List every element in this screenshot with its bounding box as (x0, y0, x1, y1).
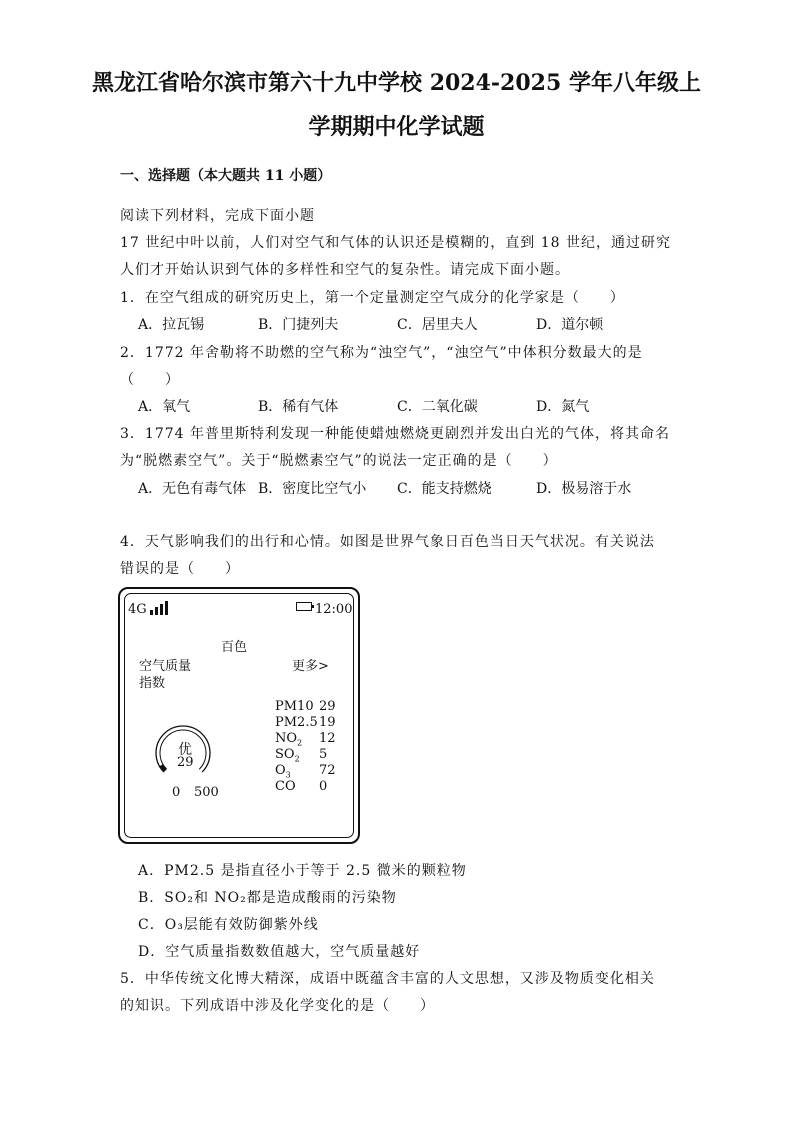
q2-option-a: A．氧气 (138, 399, 191, 415)
pollutant-value: 12 (319, 731, 336, 746)
q2-stem-line2: （ ） (120, 372, 180, 388)
q4-option-b: B．SO₂和 NO₂都是造成酸雨的污染物 (138, 890, 397, 906)
city-name: 百色 (221, 640, 248, 655)
battery-icon (296, 602, 312, 611)
intro-line1: 阅读下列材料，完成下面小题 (120, 208, 315, 224)
q5-stem-line1: 5．中华传统文化博大精深，成语中既蕴含丰富的人文思想，又涉及物质变化相关 (120, 971, 655, 987)
more-link[interactable]: 更多> (292, 659, 329, 674)
network-label: 4G (128, 602, 147, 617)
intro-line3: 人们才开始认识到气体的多样性和空气的复杂性。请完成下面小题。 (120, 262, 570, 278)
q5-stem-line2: 的知识。下列成语中涉及化学变化的是（ ） (120, 998, 435, 1014)
pollutant-value: 5 (319, 747, 328, 762)
q3-stem-line2: 为“脱燃素空气”。关于“脱燃素空气”的说法一定正确的是（ ） (120, 453, 558, 469)
aqi-label-line1: 空气质量 (139, 659, 192, 674)
status-time: 12:00 (315, 602, 353, 617)
q3-option-a: A．无色有毒气体 (138, 481, 247, 497)
q1-option-a: A．拉瓦锡 (138, 317, 205, 333)
q4-option-a: A．PM2.5 是指直径小于等于 2.5 微米的颗粒物 (138, 863, 467, 879)
section-heading: 一、选择题（本大题共 11 小题） (120, 168, 332, 184)
doc-title-line2: 学期期中化学试题 (308, 114, 485, 140)
q1-option-c: C．居里夫人 (397, 317, 478, 333)
q3-option-b: B．密度比空气小 (258, 481, 367, 497)
q2-stem-line1: 2．1772 年舍勒将不助燃的空气称为“浊空气”，“浊空气”中体积分数最大的是 (120, 345, 643, 361)
pollutant-value: 29 (319, 699, 336, 714)
q4-stem-line2: 错误的是（ ） (120, 561, 240, 577)
pollutant-value: 0 (319, 779, 328, 794)
q3-stem-line1: 3．1774 年普里斯特利发现一种能使蜡烛燃烧更剧烈并发出白光的气体，将其命名 (120, 426, 670, 442)
intro-line2: 17 世纪中叶以前，人们对空气和气体的认识还是模糊的，直到 18 世纪，通过研究 (120, 235, 671, 251)
q4-option-c: C．O₃层能有效防御紫外线 (138, 917, 319, 933)
q1-option-b: B．门捷列夫 (258, 317, 339, 333)
pollutant-name: CO (275, 779, 296, 794)
pollutant-name: PM2.5 (275, 715, 318, 730)
pollutant-name: $SO_2$ (275, 747, 300, 764)
q4-stem-line1: 4．天气影响我们的出行和心情。如图是世界气象日百色当日天气状况。有关说法 (120, 534, 655, 550)
q1-stem: 1．在空气组成的研究历史上，第一个定量测定空气成分的化学家是（ ） (120, 290, 625, 306)
q1-option-d: D．道尔顿 (536, 317, 604, 333)
gauge-value: 29 (177, 755, 194, 770)
pollutant-value: 72 (319, 763, 336, 778)
gauge-level: 优 (178, 742, 192, 758)
q2-option-b: B．稀有气体 (258, 399, 339, 415)
phone-figure (118, 587, 360, 844)
q3-option-d: D．极易溶于水 (536, 481, 632, 497)
q4-option-d: D．空气质量指数数值越大，空气质量越好 (138, 944, 421, 960)
q2-option-d: D．氮气 (536, 399, 590, 415)
aqi-label-line2: 指数 (139, 676, 166, 691)
q2-option-c: C．二氧化碳 (397, 399, 478, 415)
q3-option-c: C．能支持燃烧 (397, 481, 492, 497)
pollutant-name: PM10 (275, 699, 314, 714)
pollutant-name: $O_3$ (275, 763, 291, 780)
pollutant-name: $NO_2$ (275, 731, 303, 748)
pollutant-value: 19 (319, 715, 336, 730)
gauge-max: 500 (194, 785, 219, 800)
doc-title-line1: 黑龙江省哈尔滨市第六十九中学校 2024-2025 学年八年级上 (92, 70, 701, 96)
gauge-min: 0 (172, 785, 181, 800)
